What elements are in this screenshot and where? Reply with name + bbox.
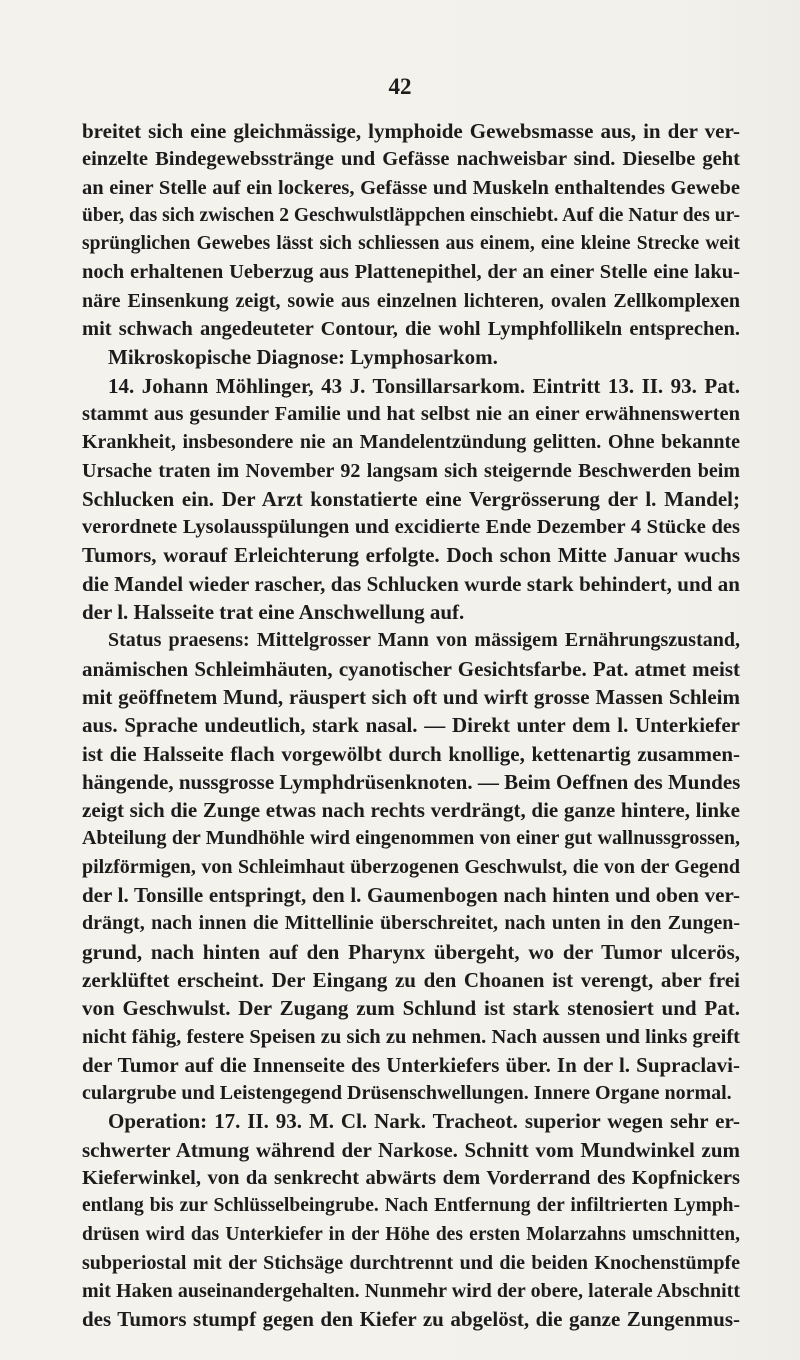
text-line: der Tumor auf die Innenseite des Unterkiefers über. In der l. Supraclavi-	[82, 1052, 740, 1077]
text-line: schwerter Atmung während der Narkose. Schnitt vom Mundwinkel zum	[82, 1137, 740, 1162]
text-line: nicht fähig, festere Speisen zu sich zu nehmen. Nach aussen und links greift	[82, 1025, 740, 1048]
text-line: aus. Sprache undeutlich, stark nasal. — Direkt unter dem l. Unterkiefer	[82, 713, 740, 738]
text-line: mit geöffnetem Mund, räuspert sich oft und wirft grosse Massen Schleim	[82, 684, 740, 709]
text-line: breitet sich eine gleichmässige, lymphoide Gewebsmasse aus, in der ver-	[82, 119, 740, 143]
text-line: pilzförmigen, von Schleimhaut überzogenen Geschwulst, die von der Gegend	[82, 855, 740, 878]
text-line: Kieferwinkel, von da senkrecht abwärts dem Vorderrand des Kopfnickers	[82, 1166, 740, 1189]
text-line: Krankheit, insbesondere nie an Mandelentzündung gelitten. Ohne bekannte	[82, 431, 740, 454]
text-line: Ursache traten im November 92 langsam sich steigernde Beschwerden beim	[82, 459, 740, 482]
text-line: Operation: 17. II. 93. M. Cl. Nark. Tracheot. superior wegen sehr er-	[108, 1109, 740, 1134]
text-line: Schlucken ein. Der Arzt konstatierte eine Vergrösserung der l. Mandel;	[82, 486, 740, 511]
text-line: verordnete Lysolausspülungen und excidierte Ende Dezember 4 Stücke des	[82, 516, 740, 539]
text-line: entlang bis zur Schlüsselbeingrube. Nach Entfernung der infiltrierten Lymph-	[82, 1195, 740, 1217]
text-line: an einer Stelle auf ein lockeres, Gefässe und Muskeln enthaltendes Gewebe	[82, 176, 740, 199]
text-line: der l. Tonsille entspringt, den l. Gaumenbogen nach hinten und oben ver-	[82, 883, 740, 908]
text-line: mit Haken auseinandergehalten. Nunmehr wird der obere, laterale Abschnitt	[82, 1280, 740, 1303]
text-line: Mikroskopische Diagnose: Lymphosarkom.	[108, 345, 498, 370]
text-line: des Tumors stumpf gegen den Kiefer zu abgelöst, die ganze Zungenmus-	[82, 1307, 740, 1332]
text-line: über, das sich zwischen 2 Geschwulstläppchen einschiebt. Auf die Natur des ur-	[82, 204, 740, 226]
text-line: zerklüftet erscheint. Der Eingang zu den Choanen ist verengt, aber frei	[82, 967, 740, 992]
text-line: sprünglichen Gewebes lässt sich schliessen aus einem, eine kleine Strecke weit	[82, 233, 740, 255]
text-line: Status praesens: Mittelgrosser Mann von mässigem Ernährungszustand,	[108, 629, 740, 652]
text-line: Abteilung der Mundhöhle wird eingenommen von einer gut wallnussgrossen,	[82, 827, 740, 850]
text-line: drängt, nach innen die Mittellinie überschreitet, nach unten in den Zungen-	[82, 912, 740, 935]
text-line: von Geschwulst. Der Zugang zum Schlund ist stark stenosiert und Pat.	[82, 996, 740, 1021]
page-number: 42	[388, 74, 412, 99]
text-line: drüsen wird das Unterkiefer in der Höhe des ersten Molarzahns umschnitten,	[82, 1223, 740, 1245]
text-line: der l. Halsseite trat eine Anschwellung auf.	[82, 600, 465, 625]
text-line: stammt aus gesunder Familie und hat selbst nie an einer erwähnenswerten	[82, 402, 740, 425]
text-line: einzelte Bindegewebsstränge und Gefässe nachweisbar sind. Dieselbe geht	[82, 148, 740, 171]
text-line: subperiostal mit der Stichsäge durchtrennt und die beiden Knochenstümpfe	[82, 1251, 740, 1274]
text-line: noch erhaltenen Ueberzug aus Plattenepithel, der an einer Stelle eine laku-	[82, 261, 740, 284]
text-line: ist die Halsseite flach vorgewölbt durch knollige, kettenartig zusammen-	[82, 741, 740, 766]
text-line: hängende, nussgrosse Lymphdrüsenknoten. — Beim Oeffnen des Mundes	[82, 769, 741, 794]
text-line: mit schwach angedeuteter Contour, die wohl Lymphfollikeln entsprechen.	[82, 318, 740, 341]
text-line: näre Einsenkung zeigt, sowie aus einzelnen lichteren, ovalen Zellkomplexen	[82, 289, 740, 312]
text-line: die Mandel wieder rascher, das Schlucken wurde stark behindert, und an	[82, 571, 740, 596]
text-line: grund, nach hinten auf den Pharynx übergeht, wo der Tumor ulcerös,	[82, 939, 740, 964]
text-line: anämischen Schleimhäuten, cyanotischer Gesichtsfarbe. Pat. atmet meist	[82, 656, 740, 681]
text-line: Tumors, worauf Erleichterung erfolgte. Doch schon Mitte Januar wuchs	[82, 543, 740, 568]
text-line: culargrube und Leistengegend Drüsenschwellungen. Innere Organe normal.	[82, 1082, 732, 1105]
body-text	[82, 117, 740, 1334]
text-line: zeigt sich die Zunge etwas nach rechts verdrängt, die ganze hintere, linke	[82, 798, 740, 823]
text-line: 14. Johann Möhlinger, 43 J. Tonsillarsarkom. Eintritt 13. II. 93. Pat.	[108, 373, 740, 398]
